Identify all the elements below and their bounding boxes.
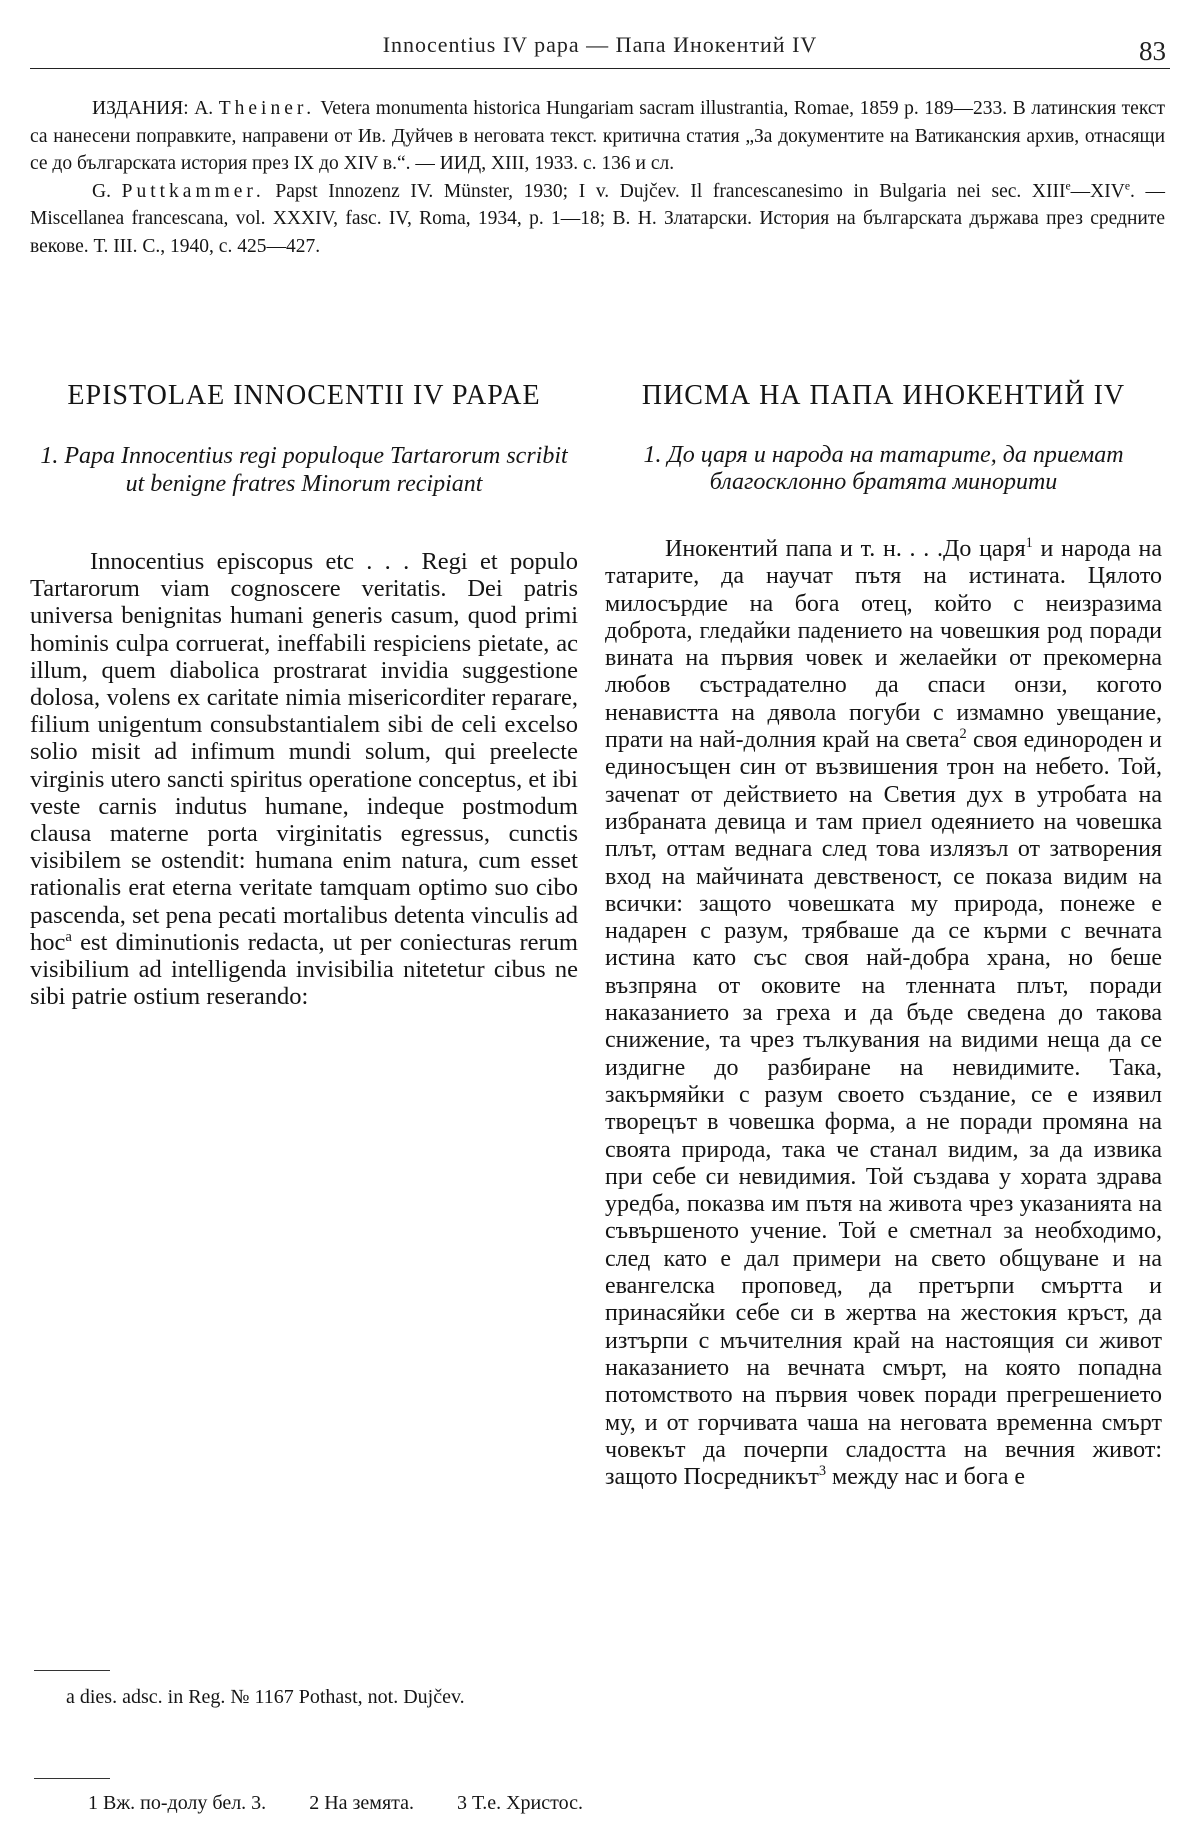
bulgarian-text-part-c: своя единороден и единосъщен син от възвишения трон на небето. Той, зачenат от действието на Светия дух в утробата на избраната девица и там приел одеянието на човешка плът, оттам веднага след това излязъл от затворения вход на майчината девственост, се показа видим на всички: защото човешката му природа, понеже е надарен с разум, трябваше да се кърми с вечната истина като със своя най-добра храна, но беше възпряна от оковите на тленната плът, поради наказанието за греха и да бъде сведена до такова снижение, та чрез тълкувания на видими неща да се издигне до разбиране на невидимите. Така, закърмяйки с разум своето създание, се е изявил творецът в човешка форма, а не поради промяна на своята природа, така че станал видим, за да извика при себе си невидимия. Той създава у хората здрава уредба, показва им пътя на живота чрез указанията на съвършеното учение. Той е сметнал за необходимо, след като е дал примери на свето общуване и на евангелска проповед, да претърпи смъртта и принасяйки себе си в жертва на жестокия кръст, да изтърпи с мъчителния край на настоящия си живот наказанието на вечната смърт, на която попадна потомството на първия човек поради прегрешението му, и от горчивата чаша на неговата временна смърт човекът да почерпи сладостта на вечния живот: защото Посредникът <box>605 727 1162 1491</box>
editions-author-puttkammer: Puttkammer. <box>121 180 265 202</box>
bulgarian-column-title: ПИСМА НА ПАПА ИНОКЕНТИЙ IV <box>641 380 1126 411</box>
editions-author-theiner: Theiner. <box>218 98 316 119</box>
editions-text-2a: Papst Innozenz IV. Münster, 1930; I v. Dujčev. Il francescanesimo in Bulgaria nei sec. XIII <box>275 180 1066 202</box>
editions-superscript-e1: e <box>1065 179 1071 192</box>
latin-letter-title: 1. Papa Innocentius regi populoque Tartarorum scribit ut benigne fratres Minorum recipiant <box>40 443 568 497</box>
bulgarian-letter-text <box>605 536 1162 1491</box>
editions-paragraph-2 <box>30 178 1165 261</box>
footnote-marker-2: 2 <box>959 726 967 743</box>
footnote-2: 2 На земята. <box>309 1792 415 1814</box>
bulgarian-text-part-b: и народа на татарите, да научат пътя на истината. Цялото милосърдие на бога отец, който с неизразима доброта, гледайки падението на човешкия род поради вината на първия човек и желаейки от прекомерна любов състрадателно да спаси онзи, когото ненавистта на дявола погуби с измамно увещание, прати на най-долния край на света <box>605 536 1162 754</box>
editions-text-1: Vetera monumenta historica Hungariam sacram illustrantia, Romae, 1859 p. 189—233. В латинския текст са нанесени поправките, направени от Ив. Дуйчев в неговата текст. критична статия „За документите на Ватиканския архив, отнасящи се до българската история през IX до XIV в.“. — ИИД, XIII, 1933. с. 136 и сл. <box>30 98 1166 174</box>
editions-label: ИЗДАНИЯ: А. <box>92 98 214 119</box>
editions-section <box>30 95 1165 260</box>
footnote-marker-3: 3 <box>818 1463 827 1480</box>
bulgarian-letter-title: 1. До царя и народа на татарите, да приемат благосклонно братята минорити <box>643 442 1124 495</box>
editions-paragraph-1 <box>30 95 1165 178</box>
bulgarian-text-part-d: между нас и бога е <box>826 1464 1026 1491</box>
running-title: Innocentius IV papa — Папа Инокентий IV <box>382 32 818 57</box>
footnote-1: 1 Вж. по-долу бел. 3. <box>88 1792 267 1814</box>
latin-footnote-marker: a <box>65 928 72 945</box>
editions-superscript-e2: e <box>1124 179 1131 192</box>
latin-footnote-divider <box>34 1670 110 1671</box>
bulgarian-text-part-a: Инокентий папа и т. н. . . .До царя <box>665 536 1026 562</box>
bottom-footnotes <box>88 1792 621 1815</box>
latin-letter-text <box>30 548 578 1010</box>
editions-label-2: G. <box>92 180 111 202</box>
editions-text-2b: —XIV <box>1070 180 1125 202</box>
latin-column <box>30 380 578 1010</box>
latin-column-title: EPISTOLAE INNOCENTII IV PAPAE <box>67 380 541 411</box>
editions-text-2c: . — Miscellanea francescana, vol. XXXIV, fasc. IV, Roma, 1934, p. 1—18; В. Н. Златарски. История на българската държава през средните векове. Т. III. С., 1940, с. 425—427. <box>30 180 1166 257</box>
footnote-marker-1: 1 <box>1025 535 1033 551</box>
page-number: 83 <box>1139 36 1166 66</box>
latin-text-part-a: Innocentius episcopus etc . . . Regi et populo Tartarorum viam cognoscere veritatis. Dei patris universa benignitas humani generis casum, quod primi hominis culpa corruerat, ineffabili respiciens pietate, ac illum, quem diabolica prostrarat invidia suggestione dolosa, volens ex caritate nimia misericorditer reparare, filium unigentum consubstantialem sibi de celi excelso solio misit ad infimum mundi solum, qui preelecte virginis utero sancti spiritus operatione conceptus, et ibi veste carnis indutus humane, indeque postmodum clausa materne porta virginitatis egressus, cunctis visibilem se ostendit: humana enim natura, cum esset rationalis erat eterna veritate tamquam optimo suo cibo pascenda, set pena pecati mortalibus detenta vinculis ad hoc <box>30 548 578 956</box>
bulgarian-column <box>605 380 1162 1491</box>
latin-footnote: a dies. adsc. in Reg. № 1167 Pothast, not. Dujčev. <box>66 1686 465 1708</box>
footnote-3: 3 Т.е. Христос. <box>457 1792 583 1814</box>
latin-text-part-b: est diminutionis redacta, ut per coniecturas rerum visibilium ad intelligenda invisibilia nitetetur cibus ne sibi patrie ostium reserando: <box>30 928 578 1011</box>
running-header <box>30 22 1170 69</box>
bottom-footnote-divider <box>34 1778 110 1779</box>
